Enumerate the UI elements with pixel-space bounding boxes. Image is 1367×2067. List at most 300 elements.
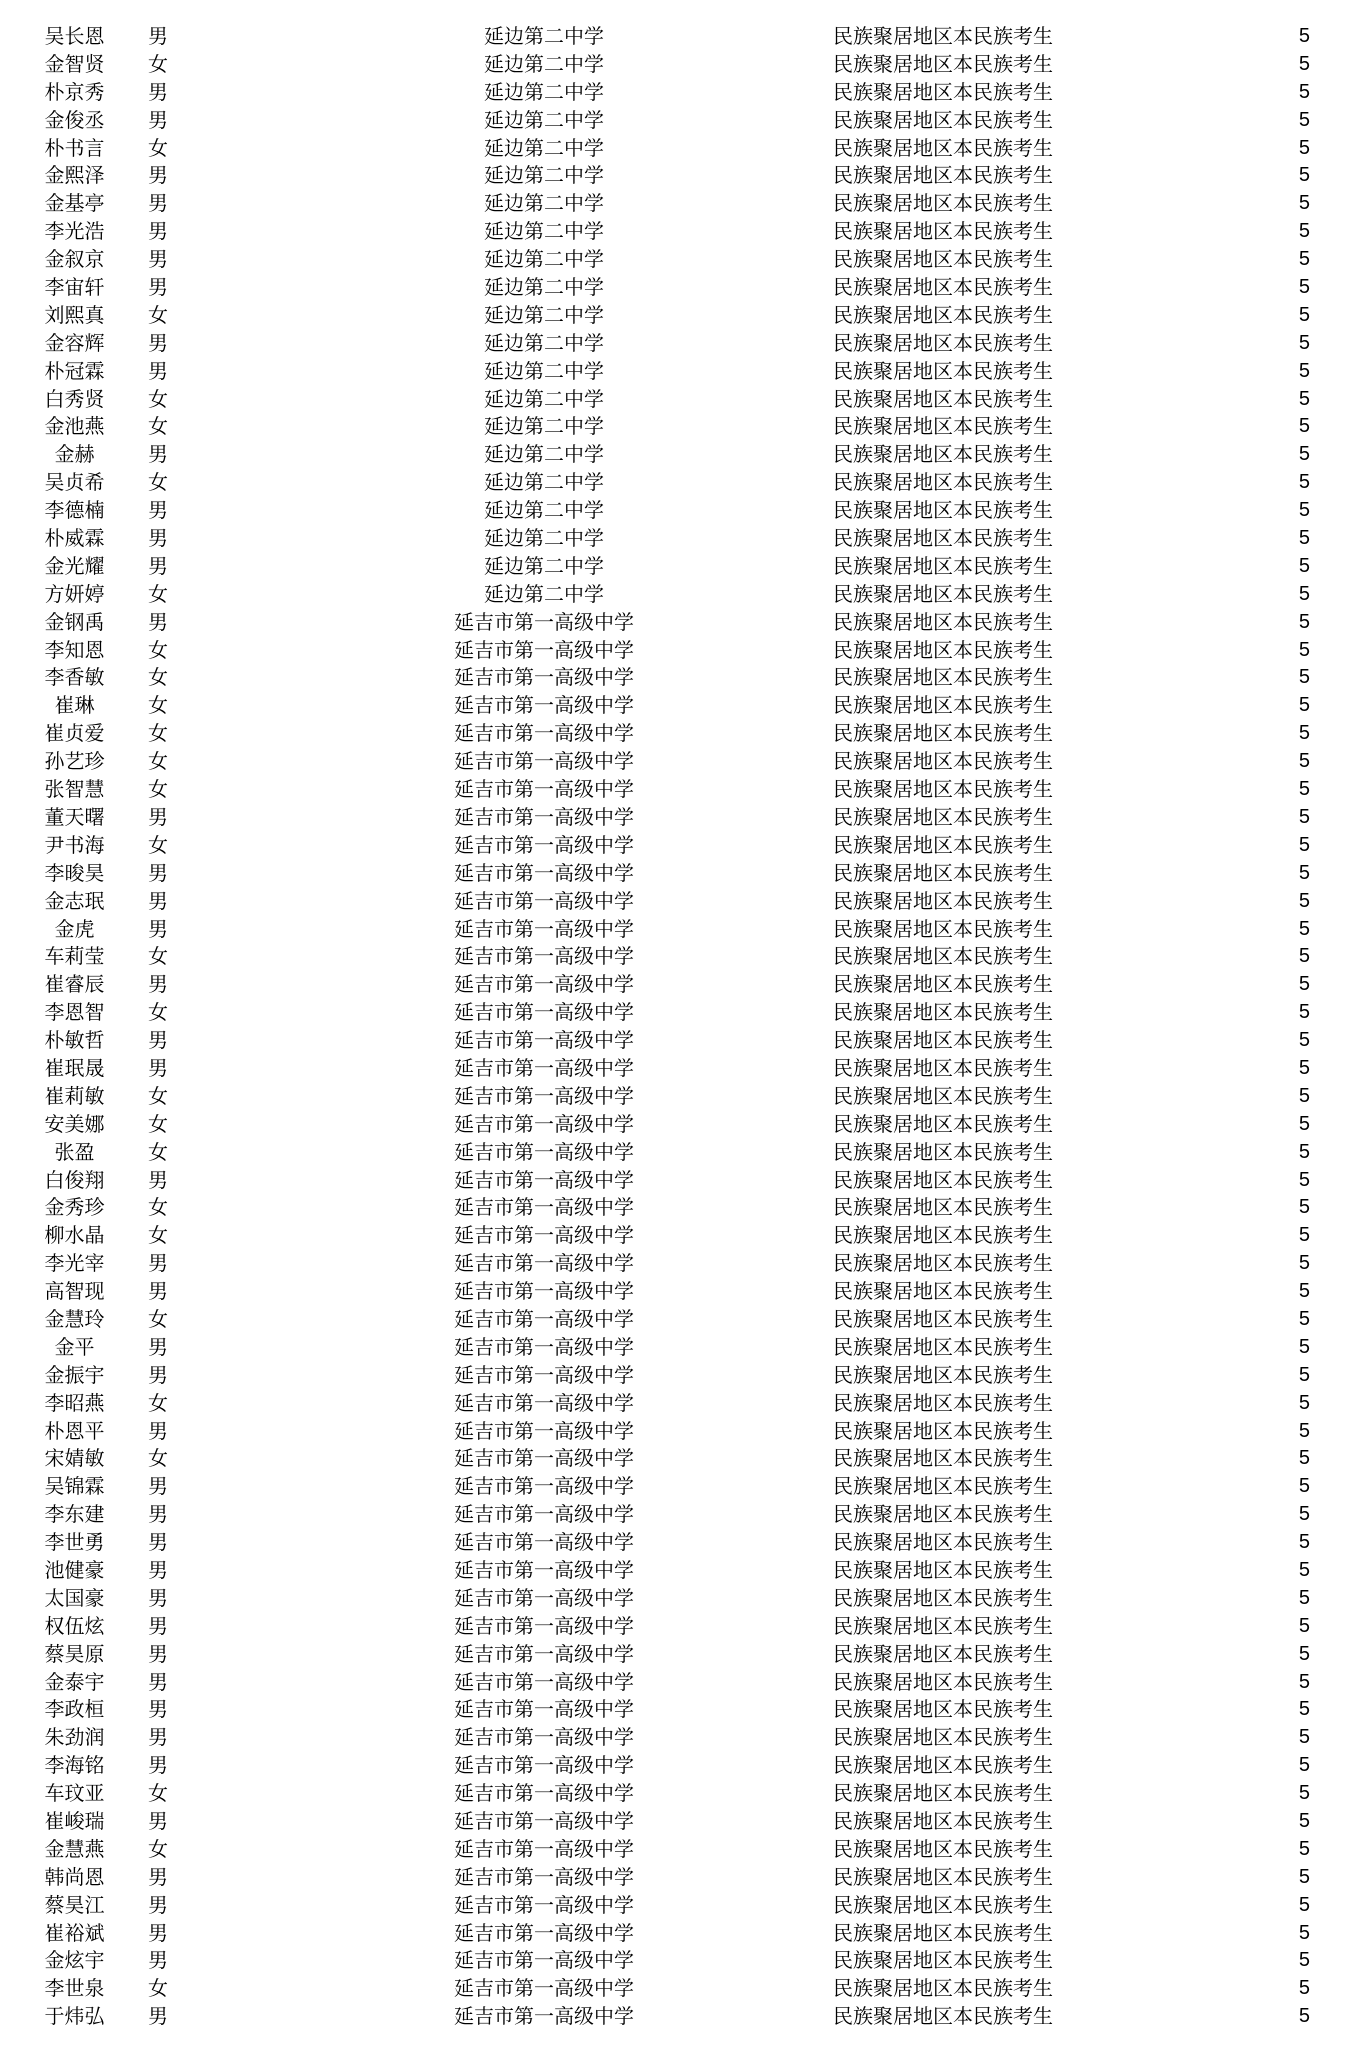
table-row <box>0 302 1367 330</box>
candidate-category: 民族聚居地区本民族考生 <box>833 1111 1053 1136</box>
student-gender: 女 <box>148 777 168 802</box>
score-value: 5 <box>1298 582 1310 605</box>
student-name: 白俊翔 <box>44 1167 105 1192</box>
student-name: 吴贞希 <box>44 470 105 495</box>
student-name: 朴威霖 <box>44 526 105 551</box>
school-name: 延边第二中学 <box>484 581 604 606</box>
score-value: 5 <box>1298 1670 1310 1693</box>
candidate-category: 民族聚居地区本民族考生 <box>833 1641 1053 1666</box>
student-gender: 女 <box>148 1139 168 1164</box>
table-row <box>0 1055 1367 1083</box>
student-gender: 男 <box>148 1753 168 1778</box>
school-name: 延吉市第一高级中学 <box>454 1251 634 1276</box>
table-row <box>0 971 1367 999</box>
table-row <box>0 190 1367 218</box>
student-gender: 男 <box>148 1028 168 1053</box>
score-value: 5 <box>1298 1837 1310 1860</box>
table-row <box>0 469 1367 497</box>
school-name: 延吉市第一高级中学 <box>454 1195 634 1220</box>
candidate-category: 民族聚居地区本民族考生 <box>833 1390 1053 1415</box>
school-name: 延吉市第一高级中学 <box>454 693 634 718</box>
student-name: 李宙轩 <box>44 275 105 300</box>
table-row <box>0 1920 1367 1948</box>
table-row <box>0 1390 1367 1418</box>
candidate-category: 民族聚居地区本民族考生 <box>833 1083 1053 1108</box>
student-gender: 男 <box>148 1864 168 1889</box>
score-value: 5 <box>1298 527 1310 550</box>
score-value: 5 <box>1298 1224 1310 1247</box>
student-name: 李世勇 <box>44 1530 105 1555</box>
student-name: 金炫宇 <box>44 1948 105 1973</box>
student-name: 金俊丞 <box>44 107 105 132</box>
student-name: 李昭燕 <box>44 1390 105 1415</box>
score-value: 5 <box>1298 2005 1310 2028</box>
school-name: 延吉市第一高级中学 <box>454 637 634 662</box>
school-name: 延吉市第一高级中学 <box>454 1725 634 1750</box>
student-gender: 男 <box>148 2004 168 2029</box>
score-value: 5 <box>1298 805 1310 828</box>
student-gender: 女 <box>148 665 168 690</box>
candidate-category: 民族聚居地区本民族考生 <box>833 1000 1053 1025</box>
score-value: 5 <box>1298 1168 1310 1191</box>
table-row <box>0 1892 1367 1920</box>
student-gender: 女 <box>148 386 168 411</box>
student-gender: 男 <box>148 219 168 244</box>
candidate-category: 民族聚居地区本民族考生 <box>833 1306 1053 1331</box>
student-name: 金秀珍 <box>44 1195 105 1220</box>
candidate-category: 民族聚居地区本民族考生 <box>833 302 1053 327</box>
student-gender: 男 <box>148 1530 168 1555</box>
score-value: 5 <box>1298 694 1310 717</box>
school-name: 延吉市第一高级中学 <box>454 1781 634 1806</box>
table-row <box>0 1418 1367 1446</box>
school-name: 延吉市第一高级中学 <box>454 1028 634 1053</box>
candidate-category: 民族聚居地区本民族考生 <box>833 1139 1053 1164</box>
student-gender: 男 <box>148 79 168 104</box>
school-name: 延边第二中学 <box>484 275 604 300</box>
student-gender: 女 <box>148 1195 168 1220</box>
table-row <box>0 1641 1367 1669</box>
table-row <box>0 1222 1367 1250</box>
school-name: 延吉市第一高级中学 <box>454 1697 634 1722</box>
table-row <box>0 860 1367 888</box>
score-value: 5 <box>1298 415 1310 438</box>
school-name: 延吉市第一高级中学 <box>454 860 634 885</box>
student-gender: 男 <box>148 1474 168 1499</box>
score-value: 5 <box>1298 1112 1310 1135</box>
score-value: 5 <box>1298 80 1310 103</box>
student-name: 崔珉晟 <box>44 1055 105 1080</box>
table-row <box>0 135 1367 163</box>
student-name: 蔡昊原 <box>44 1641 105 1666</box>
school-name: 延吉市第一高级中学 <box>454 916 634 941</box>
student-gender: 女 <box>148 581 168 606</box>
student-gender: 女 <box>148 637 168 662</box>
student-name: 池健豪 <box>44 1557 105 1582</box>
candidate-category: 民族聚居地区本民族考生 <box>833 553 1053 578</box>
student-gender: 男 <box>148 1557 168 1582</box>
student-name: 金容辉 <box>44 330 105 355</box>
table-row <box>0 1947 1367 1975</box>
student-gender: 男 <box>148 498 168 523</box>
school-name: 延吉市第一高级中学 <box>454 777 634 802</box>
score-value: 5 <box>1298 1503 1310 1526</box>
student-name: 韩尚恩 <box>44 1864 105 1889</box>
student-gender: 男 <box>148 1669 168 1694</box>
student-name: 李光浩 <box>44 219 105 244</box>
school-name: 延吉市第一高级中学 <box>454 1167 634 1192</box>
school-name: 延边第二中学 <box>484 386 604 411</box>
table-row <box>0 1724 1367 1752</box>
student-gender: 男 <box>148 1585 168 1610</box>
student-gender: 女 <box>148 832 168 857</box>
table-row <box>0 1306 1367 1334</box>
candidate-category: 民族聚居地区本民族考生 <box>833 1836 1053 1861</box>
student-name: 尹书海 <box>44 832 105 857</box>
student-name: 朱劲润 <box>44 1725 105 1750</box>
school-name: 延吉市第一高级中学 <box>454 1669 634 1694</box>
candidate-category: 民族聚居地区本民族考生 <box>833 386 1053 411</box>
score-value: 5 <box>1298 1865 1310 1888</box>
school-name: 延边第二中学 <box>484 358 604 383</box>
student-gender: 女 <box>148 693 168 718</box>
score-value: 5 <box>1298 1754 1310 1777</box>
student-gender: 男 <box>148 442 168 467</box>
student-name: 朴京秀 <box>44 79 105 104</box>
table-row <box>0 581 1367 609</box>
score-value: 5 <box>1298 1196 1310 1219</box>
school-name: 延吉市第一高级中学 <box>454 944 634 969</box>
score-value: 5 <box>1298 1001 1310 1024</box>
school-name: 延边第二中学 <box>484 51 604 76</box>
candidate-category: 民族聚居地区本民族考生 <box>833 470 1053 495</box>
student-gender: 男 <box>148 804 168 829</box>
school-name: 延吉市第一高级中学 <box>454 1446 634 1471</box>
student-name: 金基亭 <box>44 191 105 216</box>
candidate-category: 民族聚居地区本民族考生 <box>833 1753 1053 1778</box>
score-value: 5 <box>1298 471 1310 494</box>
student-name: 刘熙真 <box>44 302 105 327</box>
candidate-category: 民族聚居地区本民族考生 <box>833 944 1053 969</box>
student-gender: 男 <box>148 24 168 48</box>
student-gender: 男 <box>148 1641 168 1666</box>
student-name: 张盈 <box>54 1139 95 1164</box>
student-name: 张智慧 <box>44 777 105 802</box>
score-value: 5 <box>1298 833 1310 856</box>
student-name: 朴冠霖 <box>44 358 105 383</box>
candidate-category: 民族聚居地区本民族考生 <box>833 693 1053 718</box>
student-gender: 女 <box>148 944 168 969</box>
student-name: 于炜弘 <box>44 2004 105 2029</box>
student-gender: 男 <box>148 972 168 997</box>
score-value: 5 <box>1298 945 1310 968</box>
candidate-category: 民族聚居地区本民族考生 <box>833 107 1053 132</box>
candidate-category: 民族聚居地区本民族考生 <box>833 1892 1053 1917</box>
school-name: 延边第二中学 <box>484 414 604 439</box>
student-gender: 男 <box>148 107 168 132</box>
school-name: 延边第二中学 <box>484 163 604 188</box>
score-value: 5 <box>1298 136 1310 159</box>
table-row <box>0 525 1367 553</box>
table-row <box>0 637 1367 665</box>
score-value: 5 <box>1298 889 1310 912</box>
candidate-category: 民族聚居地区本民族考生 <box>833 1418 1053 1443</box>
school-name: 延吉市第一高级中学 <box>454 1530 634 1555</box>
candidate-category: 民族聚居地区本民族考生 <box>833 1864 1053 1889</box>
student-gender: 女 <box>148 721 168 746</box>
school-name: 延吉市第一高级中学 <box>454 1000 634 1025</box>
candidate-category: 民族聚居地区本民族考生 <box>833 442 1053 467</box>
student-gender: 男 <box>148 916 168 941</box>
table-row <box>0 1864 1367 1892</box>
candidate-category: 民族聚居地区本民族考生 <box>833 1669 1053 1694</box>
student-gender: 男 <box>148 553 168 578</box>
student-gender: 男 <box>148 358 168 383</box>
score-value: 5 <box>1298 1475 1310 1498</box>
student-gender: 男 <box>148 1725 168 1750</box>
student-name: 安美娜 <box>44 1111 105 1136</box>
score-value: 5 <box>1298 666 1310 689</box>
student-gender: 男 <box>148 1892 168 1917</box>
school-name: 延吉市第一高级中学 <box>454 721 634 746</box>
school-name: 延吉市第一高级中学 <box>454 749 634 774</box>
table-row <box>0 274 1367 302</box>
table-row <box>0 1613 1367 1641</box>
candidate-category: 民族聚居地区本民族考生 <box>833 2004 1053 2029</box>
score-value: 5 <box>1298 1447 1310 1470</box>
student-gender: 男 <box>148 1251 168 1276</box>
student-name: 吴锦霖 <box>44 1474 105 1499</box>
score-value: 5 <box>1298 499 1310 522</box>
school-name: 延吉市第一高级中学 <box>454 1306 634 1331</box>
student-gender: 女 <box>148 1781 168 1806</box>
score-value: 5 <box>1298 778 1310 801</box>
table-row <box>0 609 1367 637</box>
table-row <box>0 1585 1367 1613</box>
score-value: 5 <box>1298 25 1310 47</box>
candidate-category: 民族聚居地区本民族考生 <box>833 1920 1053 1945</box>
candidate-category: 民族聚居地区本民族考生 <box>833 414 1053 439</box>
school-name: 延边第二中学 <box>484 470 604 495</box>
student-name: 崔莉敏 <box>44 1083 105 1108</box>
table-row <box>0 888 1367 916</box>
score-value: 5 <box>1298 1084 1310 1107</box>
school-name: 延边第二中学 <box>484 553 604 578</box>
candidate-category: 民族聚居地区本民族考生 <box>833 1585 1053 1610</box>
score-value: 5 <box>1298 1698 1310 1721</box>
score-value: 5 <box>1298 1558 1310 1581</box>
score-value: 5 <box>1298 722 1310 745</box>
school-name: 延边第二中学 <box>484 247 604 272</box>
candidate-category: 民族聚居地区本民族考生 <box>833 749 1053 774</box>
student-name: 金振宇 <box>44 1362 105 1387</box>
student-gender: 男 <box>148 1418 168 1443</box>
school-name: 延吉市第一高级中学 <box>454 1613 634 1638</box>
student-gender: 男 <box>148 330 168 355</box>
candidate-category: 民族聚居地区本民族考生 <box>833 275 1053 300</box>
score-value: 5 <box>1298 1029 1310 1052</box>
score-value: 5 <box>1298 248 1310 271</box>
student-name: 宋婧敏 <box>44 1446 105 1471</box>
score-value: 5 <box>1298 1614 1310 1637</box>
score-value: 5 <box>1298 1949 1310 1972</box>
candidate-category: 民族聚居地区本民族考生 <box>833 1948 1053 1973</box>
candidate-category: 民族聚居地区本民族考生 <box>833 1028 1053 1053</box>
school-name: 延吉市第一高级中学 <box>454 888 634 913</box>
student-gender: 男 <box>148 1809 168 1833</box>
table-row <box>0 413 1367 441</box>
candidate-category: 民族聚居地区本民族考生 <box>833 1976 1053 2001</box>
student-name: 方妍婷 <box>44 581 105 606</box>
score-value: 5 <box>1298 861 1310 884</box>
table-row <box>0 1334 1367 1362</box>
table-row <box>0 441 1367 469</box>
school-name: 延吉市第一高级中学 <box>454 1279 634 1304</box>
student-name: 车莉莹 <box>44 944 105 969</box>
school-name: 延吉市第一高级中学 <box>454 1055 634 1080</box>
student-name: 朴敏哲 <box>44 1028 105 1053</box>
student-name: 崔贞爱 <box>44 721 105 746</box>
student-name: 李东建 <box>44 1502 105 1527</box>
student-gender: 男 <box>148 1502 168 1527</box>
student-name: 高智现 <box>44 1279 105 1304</box>
student-name: 柳水晶 <box>44 1223 105 1248</box>
score-value: 5 <box>1298 1642 1310 1665</box>
score-value: 5 <box>1298 1977 1310 2000</box>
school-name: 延吉市第一高级中学 <box>454 1809 634 1833</box>
score-value: 5 <box>1298 1363 1310 1386</box>
school-name: 延吉市第一高级中学 <box>454 972 634 997</box>
student-gender: 女 <box>148 1083 168 1108</box>
candidate-category: 民族聚居地区本民族考生 <box>833 1251 1053 1276</box>
table-row <box>0 832 1367 860</box>
score-value: 5 <box>1298 973 1310 996</box>
school-name: 延边第二中学 <box>484 79 604 104</box>
table-row <box>0 1529 1367 1557</box>
table-row <box>0 218 1367 246</box>
student-gender: 女 <box>148 1446 168 1471</box>
candidate-category: 民族聚居地区本民族考生 <box>833 1279 1053 1304</box>
candidate-category: 民族聚居地区本民族考生 <box>833 1362 1053 1387</box>
table-row <box>0 1167 1367 1195</box>
student-gender: 女 <box>148 470 168 495</box>
score-value: 5 <box>1298 554 1310 577</box>
student-name: 李海铭 <box>44 1753 105 1778</box>
table-row <box>0 246 1367 274</box>
student-gender: 女 <box>148 414 168 439</box>
student-gender: 女 <box>148 302 168 327</box>
candidate-category: 民族聚居地区本民族考生 <box>833 1474 1053 1499</box>
student-name: 金钢禹 <box>44 609 105 634</box>
student-name: 金平 <box>54 1334 95 1359</box>
table-row <box>0 1780 1367 1808</box>
table-row <box>0 497 1367 525</box>
student-gender: 男 <box>148 1697 168 1722</box>
table-row <box>0 664 1367 692</box>
school-name: 延吉市第一高级中学 <box>454 1641 634 1666</box>
candidate-category: 民族聚居地区本民族考生 <box>833 665 1053 690</box>
score-value: 5 <box>1298 1280 1310 1303</box>
candidate-category: 民族聚居地区本民族考生 <box>833 24 1053 48</box>
student-name: 李光宰 <box>44 1251 105 1276</box>
student-gender: 女 <box>148 1111 168 1136</box>
candidate-category: 民族聚居地区本民族考生 <box>833 1055 1053 1080</box>
table-row <box>0 51 1367 79</box>
table-row <box>0 1752 1367 1780</box>
candidate-category: 民族聚居地区本民族考生 <box>833 609 1053 634</box>
score-value: 5 <box>1298 52 1310 75</box>
student-gender: 女 <box>148 1000 168 1025</box>
student-gender: 男 <box>148 1055 168 1080</box>
candidate-category: 民族聚居地区本民族考生 <box>833 721 1053 746</box>
student-name: 李晙昊 <box>44 860 105 885</box>
student-gender: 男 <box>148 888 168 913</box>
school-name: 延边第二中学 <box>484 526 604 551</box>
table-row <box>0 107 1367 135</box>
candidate-category: 民族聚居地区本民族考生 <box>833 804 1053 829</box>
table-row <box>0 1501 1367 1529</box>
table-row <box>0 1278 1367 1306</box>
student-gender: 男 <box>148 247 168 272</box>
table-row <box>0 79 1367 107</box>
student-gender: 女 <box>148 749 168 774</box>
student-gender: 男 <box>148 1334 168 1359</box>
school-name: 延边第二中学 <box>484 107 604 132</box>
table-row <box>0 1808 1367 1836</box>
student-gender: 女 <box>148 1976 168 2001</box>
score-value: 5 <box>1298 303 1310 326</box>
student-name: 金光耀 <box>44 553 105 578</box>
candidate-category: 民族聚居地区本民族考生 <box>833 1613 1053 1638</box>
table-row <box>0 330 1367 358</box>
score-value: 5 <box>1298 276 1310 299</box>
candidate-category: 民族聚居地区本民族考生 <box>833 79 1053 104</box>
table-row <box>0 692 1367 720</box>
candidate-category: 民族聚居地区本民族考生 <box>833 888 1053 913</box>
student-name: 李世泉 <box>44 1976 105 2001</box>
school-name: 延边第二中学 <box>484 24 604 48</box>
student-name: 金虎 <box>54 916 95 941</box>
school-name: 延吉市第一高级中学 <box>454 1390 634 1415</box>
student-name: 孙艺珍 <box>44 749 105 774</box>
score-value: 5 <box>1298 1419 1310 1442</box>
table-row <box>0 1139 1367 1167</box>
table-row <box>0 358 1367 386</box>
table-row <box>0 23 1367 51</box>
candidate-category: 民族聚居地区本民族考生 <box>833 1781 1053 1806</box>
candidate-category: 民族聚居地区本民族考生 <box>833 498 1053 523</box>
candidate-category: 民族聚居地区本民族考生 <box>833 191 1053 216</box>
score-value: 5 <box>1298 1140 1310 1163</box>
student-gender: 女 <box>148 1223 168 1248</box>
school-name: 延吉市第一高级中学 <box>454 665 634 690</box>
school-name: 延吉市第一高级中学 <box>454 1976 634 2001</box>
score-value: 5 <box>1298 1921 1310 1944</box>
school-name: 延吉市第一高级中学 <box>454 1585 634 1610</box>
table-row <box>0 748 1367 776</box>
score-value: 5 <box>1298 220 1310 243</box>
student-name: 太国豪 <box>44 1585 105 1610</box>
student-name: 李香敏 <box>44 665 105 690</box>
student-gender: 男 <box>148 526 168 551</box>
score-value: 5 <box>1298 331 1310 354</box>
student-name: 李政桓 <box>44 1697 105 1722</box>
student-gender: 女 <box>148 1836 168 1861</box>
table-row <box>0 1445 1367 1473</box>
school-name: 延吉市第一高级中学 <box>454 1948 634 1973</box>
table-row <box>0 1696 1367 1724</box>
school-name: 延边第二中学 <box>484 498 604 523</box>
